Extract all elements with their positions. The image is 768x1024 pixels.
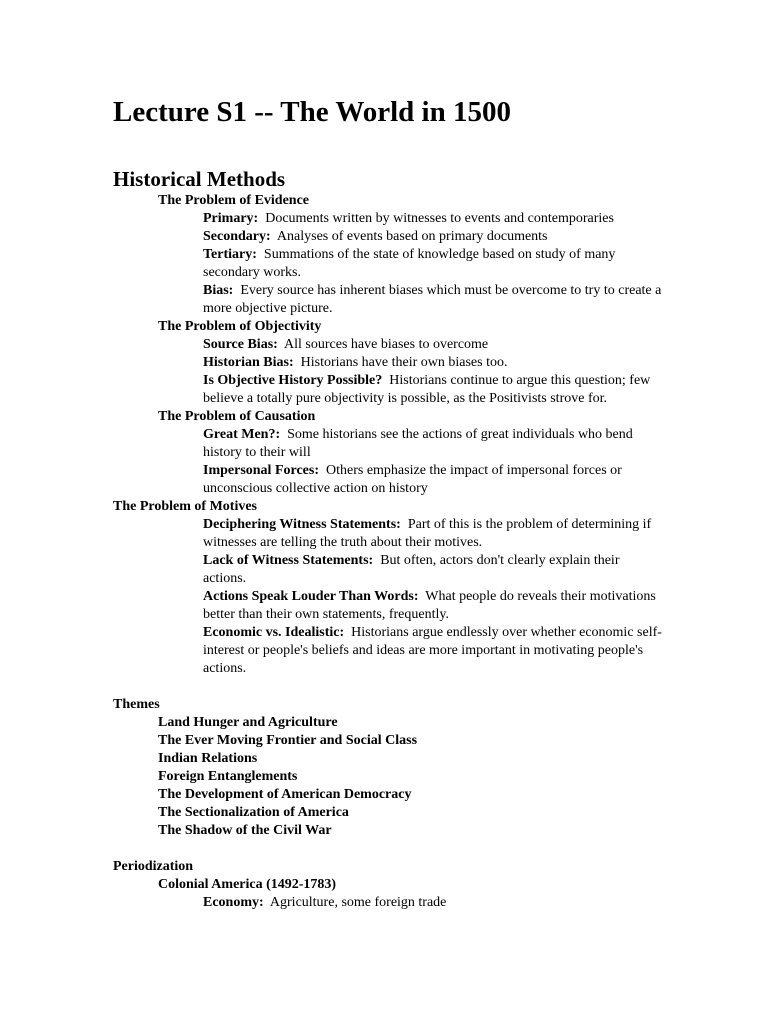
entry-term: Is Objective History Possible? (203, 373, 383, 388)
subheading-objectivity: The Problem of Objectivity (158, 319, 322, 334)
entry-text: Historians continue to argue this question; few believe a totally pure objectivity is possible, as the Positivists strove for. (203, 373, 651, 406)
entry-term: Great Men?: (203, 427, 281, 442)
entry-text: Part of this is the problem of determining if witnesses are telling the truth about their motives. (203, 517, 652, 550)
entry-text: Documents written by witnesses to events and contemporaries (265, 211, 614, 226)
entry-term: Historian Bias: (203, 355, 294, 370)
theme-item: The Shadow of the Civil War (158, 823, 332, 838)
entry-text: But often, actors don't clearly explain their actions. (203, 553, 620, 586)
page-title: Lecture S1 -- The World in 1500 (113, 96, 511, 128)
entry-historian-bias (113, 354, 663, 372)
entry-economic-idealistic (113, 624, 663, 678)
spacer (113, 840, 663, 858)
entry-text: Summations of the state of knowledge based on study of many secondary works. (203, 247, 616, 280)
entry-text: Analyses of events based on primary documents (276, 229, 548, 244)
entry-primary (113, 210, 663, 228)
subheading-motives: The Problem of Motives (113, 499, 257, 514)
entry-great-men (113, 426, 663, 462)
entry-term: Primary: (203, 211, 259, 226)
entry-text: Some historians see the actions of great individuals who bend history to their will (203, 427, 633, 460)
theme-item: Foreign Entanglements (158, 769, 298, 784)
section-heading-periodization: Periodization (113, 859, 194, 874)
entry-tertiary (113, 246, 663, 282)
entry-deciphering-witness (113, 516, 663, 552)
theme-item: The Development of American Democracy (158, 787, 412, 802)
entry-term: Tertiary: (203, 247, 257, 262)
entry-term: Impersonal Forces: (203, 463, 319, 478)
entry-term: Deciphering Witness Statements: (203, 517, 401, 532)
entry-term: Secondary: (203, 229, 271, 244)
entry-term: Economic vs. Idealistic: (203, 625, 345, 640)
subheading-colonial-america: Colonial America (1492-1783) (158, 877, 337, 892)
entry-secondary (113, 228, 663, 246)
section-heading-historical-methods: Historical Methods (113, 167, 286, 191)
theme-item: Indian Relations (158, 751, 258, 766)
subheading-evidence: The Problem of Evidence (158, 193, 310, 208)
theme-item: Land Hunger and Agriculture (158, 715, 338, 730)
entry-text: Historians argue endlessly over whether economic self-interest or people's beliefs and ideas are more important in motivating people's actions. (203, 625, 662, 676)
entry-objective-history (113, 372, 663, 408)
entry-economy (113, 894, 663, 912)
theme-item: The Ever Moving Frontier and Social Class (158, 733, 418, 748)
entry-term: Actions Speak Louder Than Words: (203, 589, 419, 604)
theme-item: The Sectionalization of America (158, 805, 349, 820)
document-body (113, 166, 663, 912)
entry-actions-speak (113, 588, 663, 624)
entry-term: Economy: (203, 895, 264, 910)
entry-text: All sources have biases to overcome (284, 337, 489, 352)
entry-text: What people do reveals their motivations better than their own statements, frequently. (203, 589, 656, 622)
entry-lack-of-witness (113, 552, 663, 588)
entry-text: Historians have their own biases too. (300, 355, 508, 370)
entry-text: Every source has inherent biases which must be overcome to try to create a more objective picture. (203, 283, 662, 316)
entry-term: Lack of Witness Statements: (203, 553, 374, 568)
entry-text: Others emphasize the impact of impersonal forces or unconscious collective action on history (203, 463, 622, 496)
entry-source-bias (113, 336, 663, 354)
entry-term: Bias: (203, 283, 234, 298)
section-heading-themes: Themes (113, 697, 160, 712)
entry-impersonal-forces (113, 462, 663, 498)
entry-text: Agriculture, some foreign trade (269, 895, 447, 910)
spacer (113, 678, 663, 696)
entry-bias (113, 282, 663, 318)
subheading-causation: The Problem of Causation (158, 409, 316, 424)
entry-term: Source Bias: (203, 337, 278, 352)
